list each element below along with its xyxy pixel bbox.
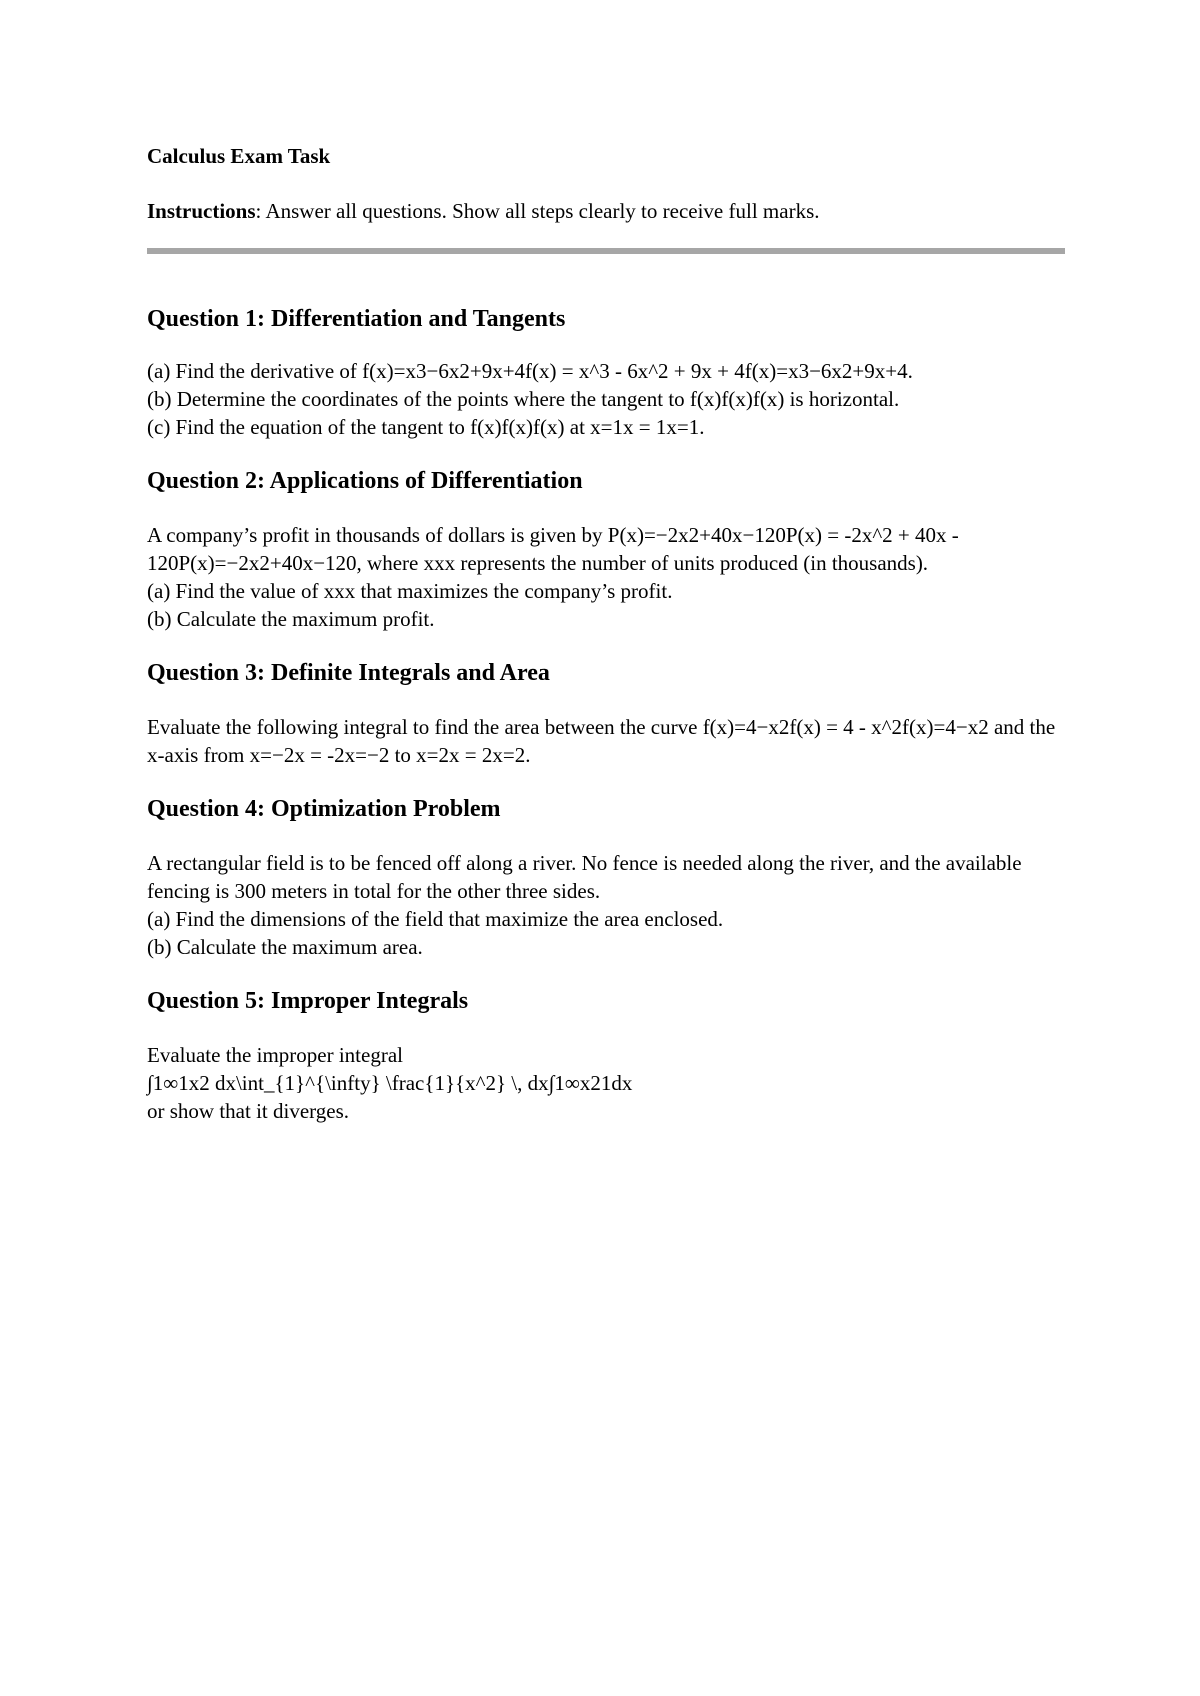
- question-2-heading: Question 2: Applications of Differentiation: [147, 468, 583, 494]
- question-3-body: [147, 713, 1065, 769]
- question-3-statement: Evaluate the following integral to find the area between the curve f(x)=4−x2f(x) = 4 - x^2f(x)=4−x2 and the x-axis from x=−2x = -2x=−2 to x=2x = 2x=2.: [147, 715, 1056, 767]
- question-2-part-b: (b) Calculate the maximum profit.: [147, 607, 435, 631]
- instructions: [147, 197, 1065, 225]
- question-5-statement: Evaluate the improper integral: [147, 1043, 403, 1067]
- instructions-label: Instructions: [147, 199, 256, 223]
- instructions-text: : Answer all questions. Show all steps clearly to receive full marks.: [255, 199, 820, 223]
- question-2-body: [147, 521, 1065, 633]
- question-4-heading: Question 4: Optimization Problem: [147, 796, 501, 822]
- question-4-part-b: (b) Calculate the maximum area.: [147, 935, 423, 959]
- question-5-body: [147, 1041, 1065, 1125]
- horizontal-divider: [147, 248, 1065, 254]
- question-2-statement: A company’s profit in thousands of dollars is given by P(x)=−2x2+40x−120P(x) = -2x^2 + 40x - 120P(x)=−2x2+40x−120, where xxx represents the number of units produced (in thousands).: [147, 523, 959, 575]
- question-1-part-a: (a) Find the derivative of f(x)=x3−6x2+9x+4f(x) = x^3 - 6x^2 + 9x + 4f(x)=x3−6x2+9x+4.: [147, 359, 913, 383]
- question-1-heading: Question 1: Differentiation and Tangents: [147, 306, 566, 332]
- document-title: Calculus Exam Task: [147, 144, 331, 168]
- question-2-part-a: (a) Find the value of xxx that maximizes the company’s profit.: [147, 579, 673, 603]
- question-5-integral: ∫1∞1x2 dx\int_{1}^{\infty} \frac{1}{x^2} \, dx∫1∞x21dx: [147, 1071, 633, 1095]
- question-5-closing: or show that it diverges.: [147, 1099, 350, 1123]
- question-4-statement: A rectangular field is to be fenced off along a river. No fence is needed along the river, and the available fencing is 300 meters in total for the other three sides.: [147, 851, 1022, 903]
- question-1-part-b: (b) Determine the coordinates of the points where the tangent to f(x)f(x)f(x) is horizontal.: [147, 387, 900, 411]
- question-3-heading: Question 3: Definite Integrals and Area: [147, 660, 550, 686]
- question-4-part-a: (a) Find the dimensions of the field that maximize the area enclosed.: [147, 907, 724, 931]
- question-1-body: [147, 357, 1065, 441]
- question-4-body: [147, 849, 1065, 961]
- document-page: [147, 142, 1065, 1125]
- question-1-part-c: (c) Find the equation of the tangent to f(x)f(x)f(x) at x=1x = 1x=1.: [147, 415, 705, 439]
- question-5-heading: Question 5: Improper Integrals: [147, 988, 469, 1014]
